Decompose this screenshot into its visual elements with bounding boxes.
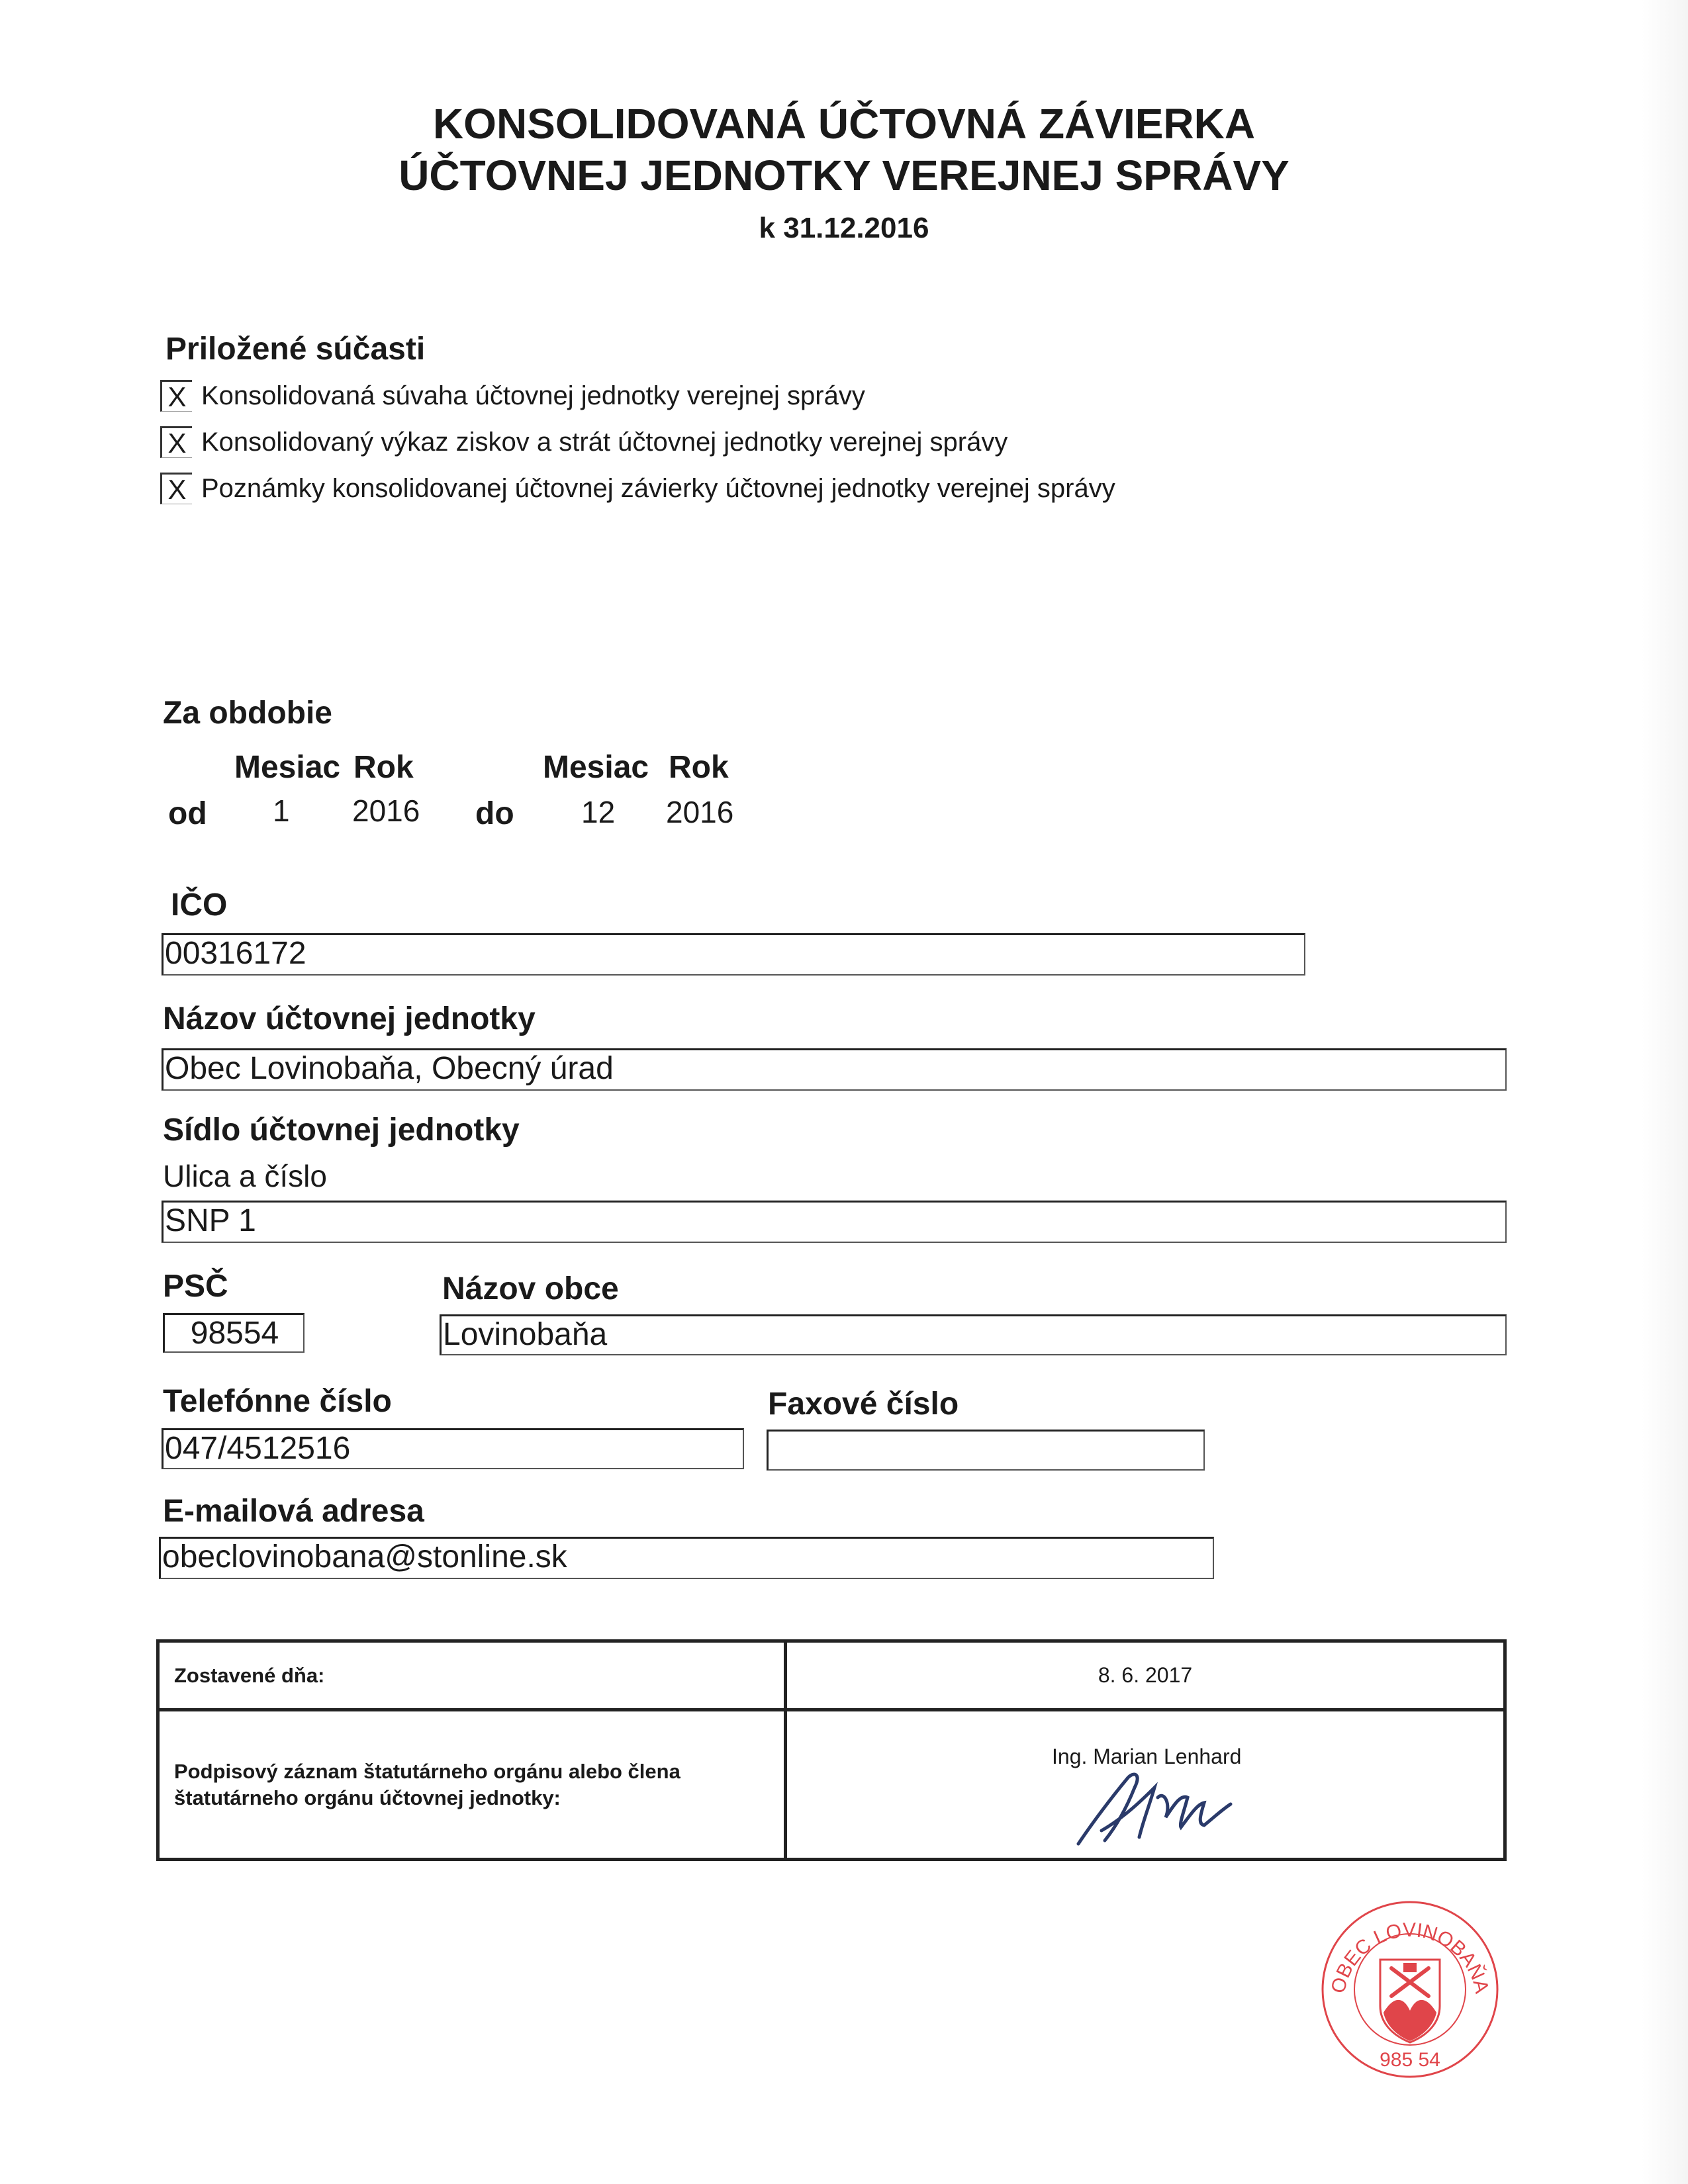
from-label: od: [168, 796, 207, 831]
attachment-checkbox[interactable]: X: [160, 426, 192, 458]
stamp-text: OBEC LOVINOBAŇA: [1327, 1919, 1493, 1996]
attachment-item: [160, 424, 1008, 461]
to-year-label: Rok: [669, 750, 729, 785]
city-label: Názov obce: [442, 1271, 619, 1306]
fax-label: Faxové číslo: [768, 1387, 959, 1422]
title-line-1: KONSOLIDOVANÁ ÚČTOVNÁ ZÁVIERKA: [432, 100, 1256, 148]
street-field[interactable]: SNP 1: [162, 1201, 1507, 1243]
attachment-label: Poznámky konsolidovanej účtovnej závierky účtovnej jednotky verejnej správy: [201, 473, 1115, 503]
signature-cell: [786, 1710, 1505, 1860]
signature-label-line-1: Podpisový záznam štatutárneho orgánu alebo člena: [174, 1759, 680, 1783]
entity-name-field[interactable]: Obec Lovinobaňa, Obecný úrad: [162, 1048, 1507, 1091]
municipal-stamp: [1317, 1897, 1503, 2082]
fax-field[interactable]: [767, 1430, 1205, 1471]
date-line: k 31.12.2016: [759, 212, 929, 244]
phone-field[interactable]: 047/4512516: [162, 1428, 744, 1469]
psc-label: PSČ: [163, 1269, 228, 1304]
compiled-label: Zostavené dňa:: [158, 1641, 786, 1710]
seat-heading: Sídlo účtovnej jednotky: [163, 1113, 520, 1148]
phone-label: Telefónne číslo: [163, 1384, 392, 1419]
signature-label-line-2: štatutárneho orgánu účtovnej jednotky:: [174, 1786, 561, 1809]
psc-field[interactable]: 98554: [163, 1313, 305, 1353]
stamp-postal: 985 54: [1380, 2049, 1440, 2071]
street-label: Ulica a číslo: [163, 1159, 327, 1193]
ico-field[interactable]: 00316172: [162, 933, 1305, 976]
compiled-date: 8. 6. 2017: [786, 1641, 1505, 1710]
from-year-label: Rok: [353, 750, 414, 785]
email-label: E-mailová adresa: [163, 1494, 424, 1529]
attachments-heading: Priložené súčasti: [165, 332, 426, 367]
from-month-label: Mesiac: [234, 750, 341, 785]
from-month-value: 1: [273, 794, 290, 828]
to-month-value: 12: [581, 795, 616, 829]
to-year-value: 2016: [666, 795, 734, 829]
email-field[interactable]: obeclovinobana@stonline.sk: [159, 1537, 1214, 1579]
signatory-name: Ing. Marian Lenhard: [1052, 1745, 1242, 1768]
attachment-checkbox[interactable]: X: [160, 380, 192, 412]
ico-label: IČO: [171, 887, 228, 923]
attachment-item: [160, 470, 1115, 507]
to-label: do: [475, 796, 514, 831]
to-month-label: Mesiac: [543, 750, 649, 785]
scan-page-edge: [1642, 0, 1688, 2184]
attachment-label: Konsolidovaná súvaha účtovnej jednotky verejnej správy: [201, 381, 865, 410]
signature-label: [158, 1710, 786, 1860]
attachment-label: Konsolidovaný výkaz ziskov a strát účtovnej jednotky verejnej správy: [201, 427, 1008, 457]
entity-name-label: Názov účtovnej jednotky: [163, 1001, 536, 1036]
from-year-value: 2016: [352, 794, 420, 828]
signature-table: [156, 1639, 1507, 1861]
period-heading: Za obdobie: [163, 696, 332, 731]
handwritten-signature: [1065, 1751, 1277, 1850]
attachment-checkbox[interactable]: X: [160, 473, 192, 504]
city-field[interactable]: Lovinobaňa: [440, 1314, 1507, 1355]
attachment-item: [160, 377, 865, 414]
title-line-2: ÚČTOVNEJ JEDNOTKY VEREJNEJ SPRÁVY: [399, 152, 1289, 199]
